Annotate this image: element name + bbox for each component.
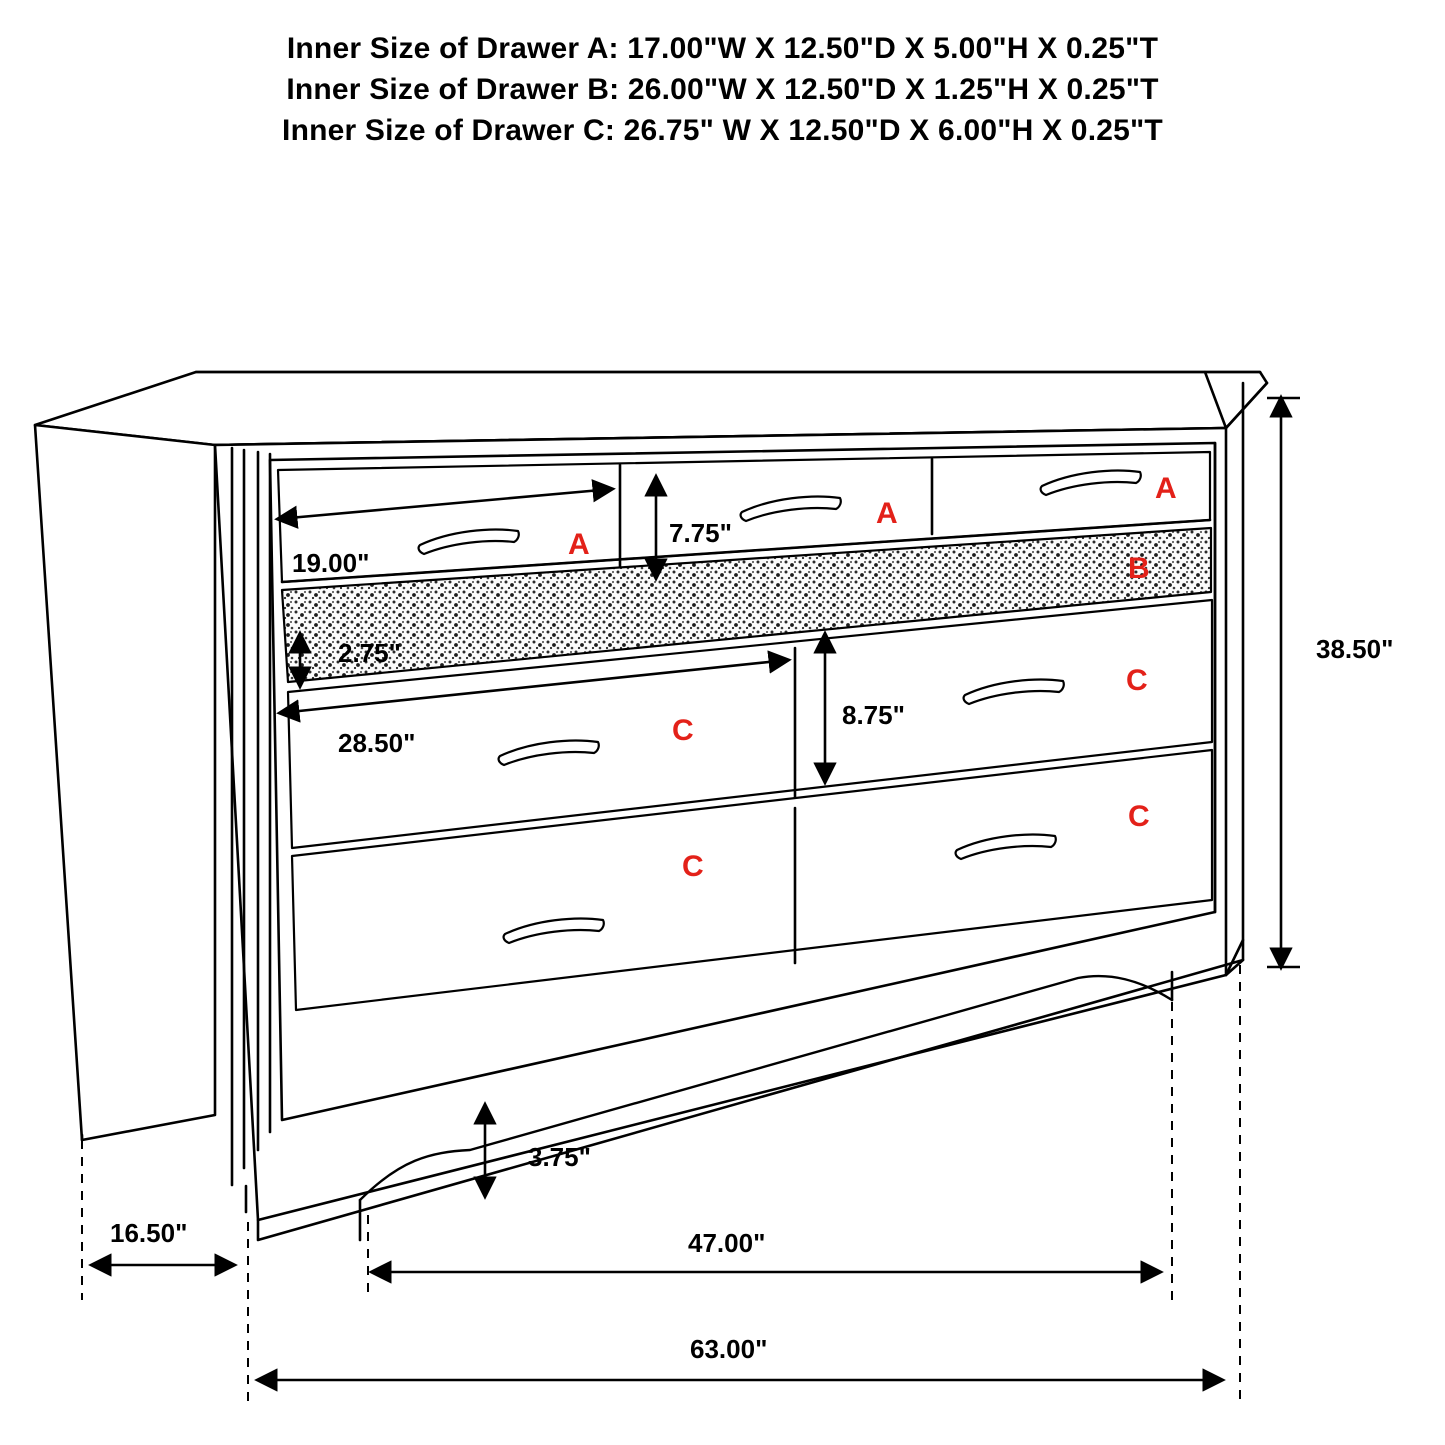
marker-drawer-c2: C: [672, 714, 694, 747]
marker-drawer-c3: C: [1128, 800, 1150, 833]
marker-drawer-a3: A: [1155, 472, 1177, 505]
dim-drawer-b-height: 2.75": [338, 638, 401, 668]
spec-line-c: Inner Size of Drawer C: 26.75" W X 12.50"D X 6.00"H X 0.25"T: [282, 114, 1163, 147]
dim-total-height: 38.50": [1316, 634, 1394, 664]
dim-drawer-c-height: 8.75": [842, 700, 905, 730]
dim-drawer-c-width: 28.50": [338, 728, 416, 758]
marker-drawer-c4: C: [682, 850, 704, 883]
dim-total-width: 63.00": [690, 1334, 768, 1364]
dim-leg-span: 47.00": [688, 1228, 766, 1258]
marker-drawer-b1: B: [1128, 552, 1150, 585]
dim-base-clearance: 3.75": [528, 1142, 591, 1172]
dim-drawer-a-height: 7.75": [669, 518, 732, 548]
dim-depth: 16.50": [110, 1218, 188, 1248]
dim-drawer-a-width: 19.00": [292, 548, 370, 578]
spec-line-b: Inner Size of Drawer B: 26.00"W X 12.50"D X 1.25"H X 0.25"T: [286, 73, 1159, 106]
marker-drawer-a2: A: [876, 497, 898, 530]
marker-drawer-c1: C: [1126, 664, 1148, 697]
marker-drawer-a1: A: [568, 528, 590, 561]
spec-line-a: Inner Size of Drawer A: 17.00"W X 12.50"D X 5.00"H X 0.25"T: [286, 32, 1159, 65]
